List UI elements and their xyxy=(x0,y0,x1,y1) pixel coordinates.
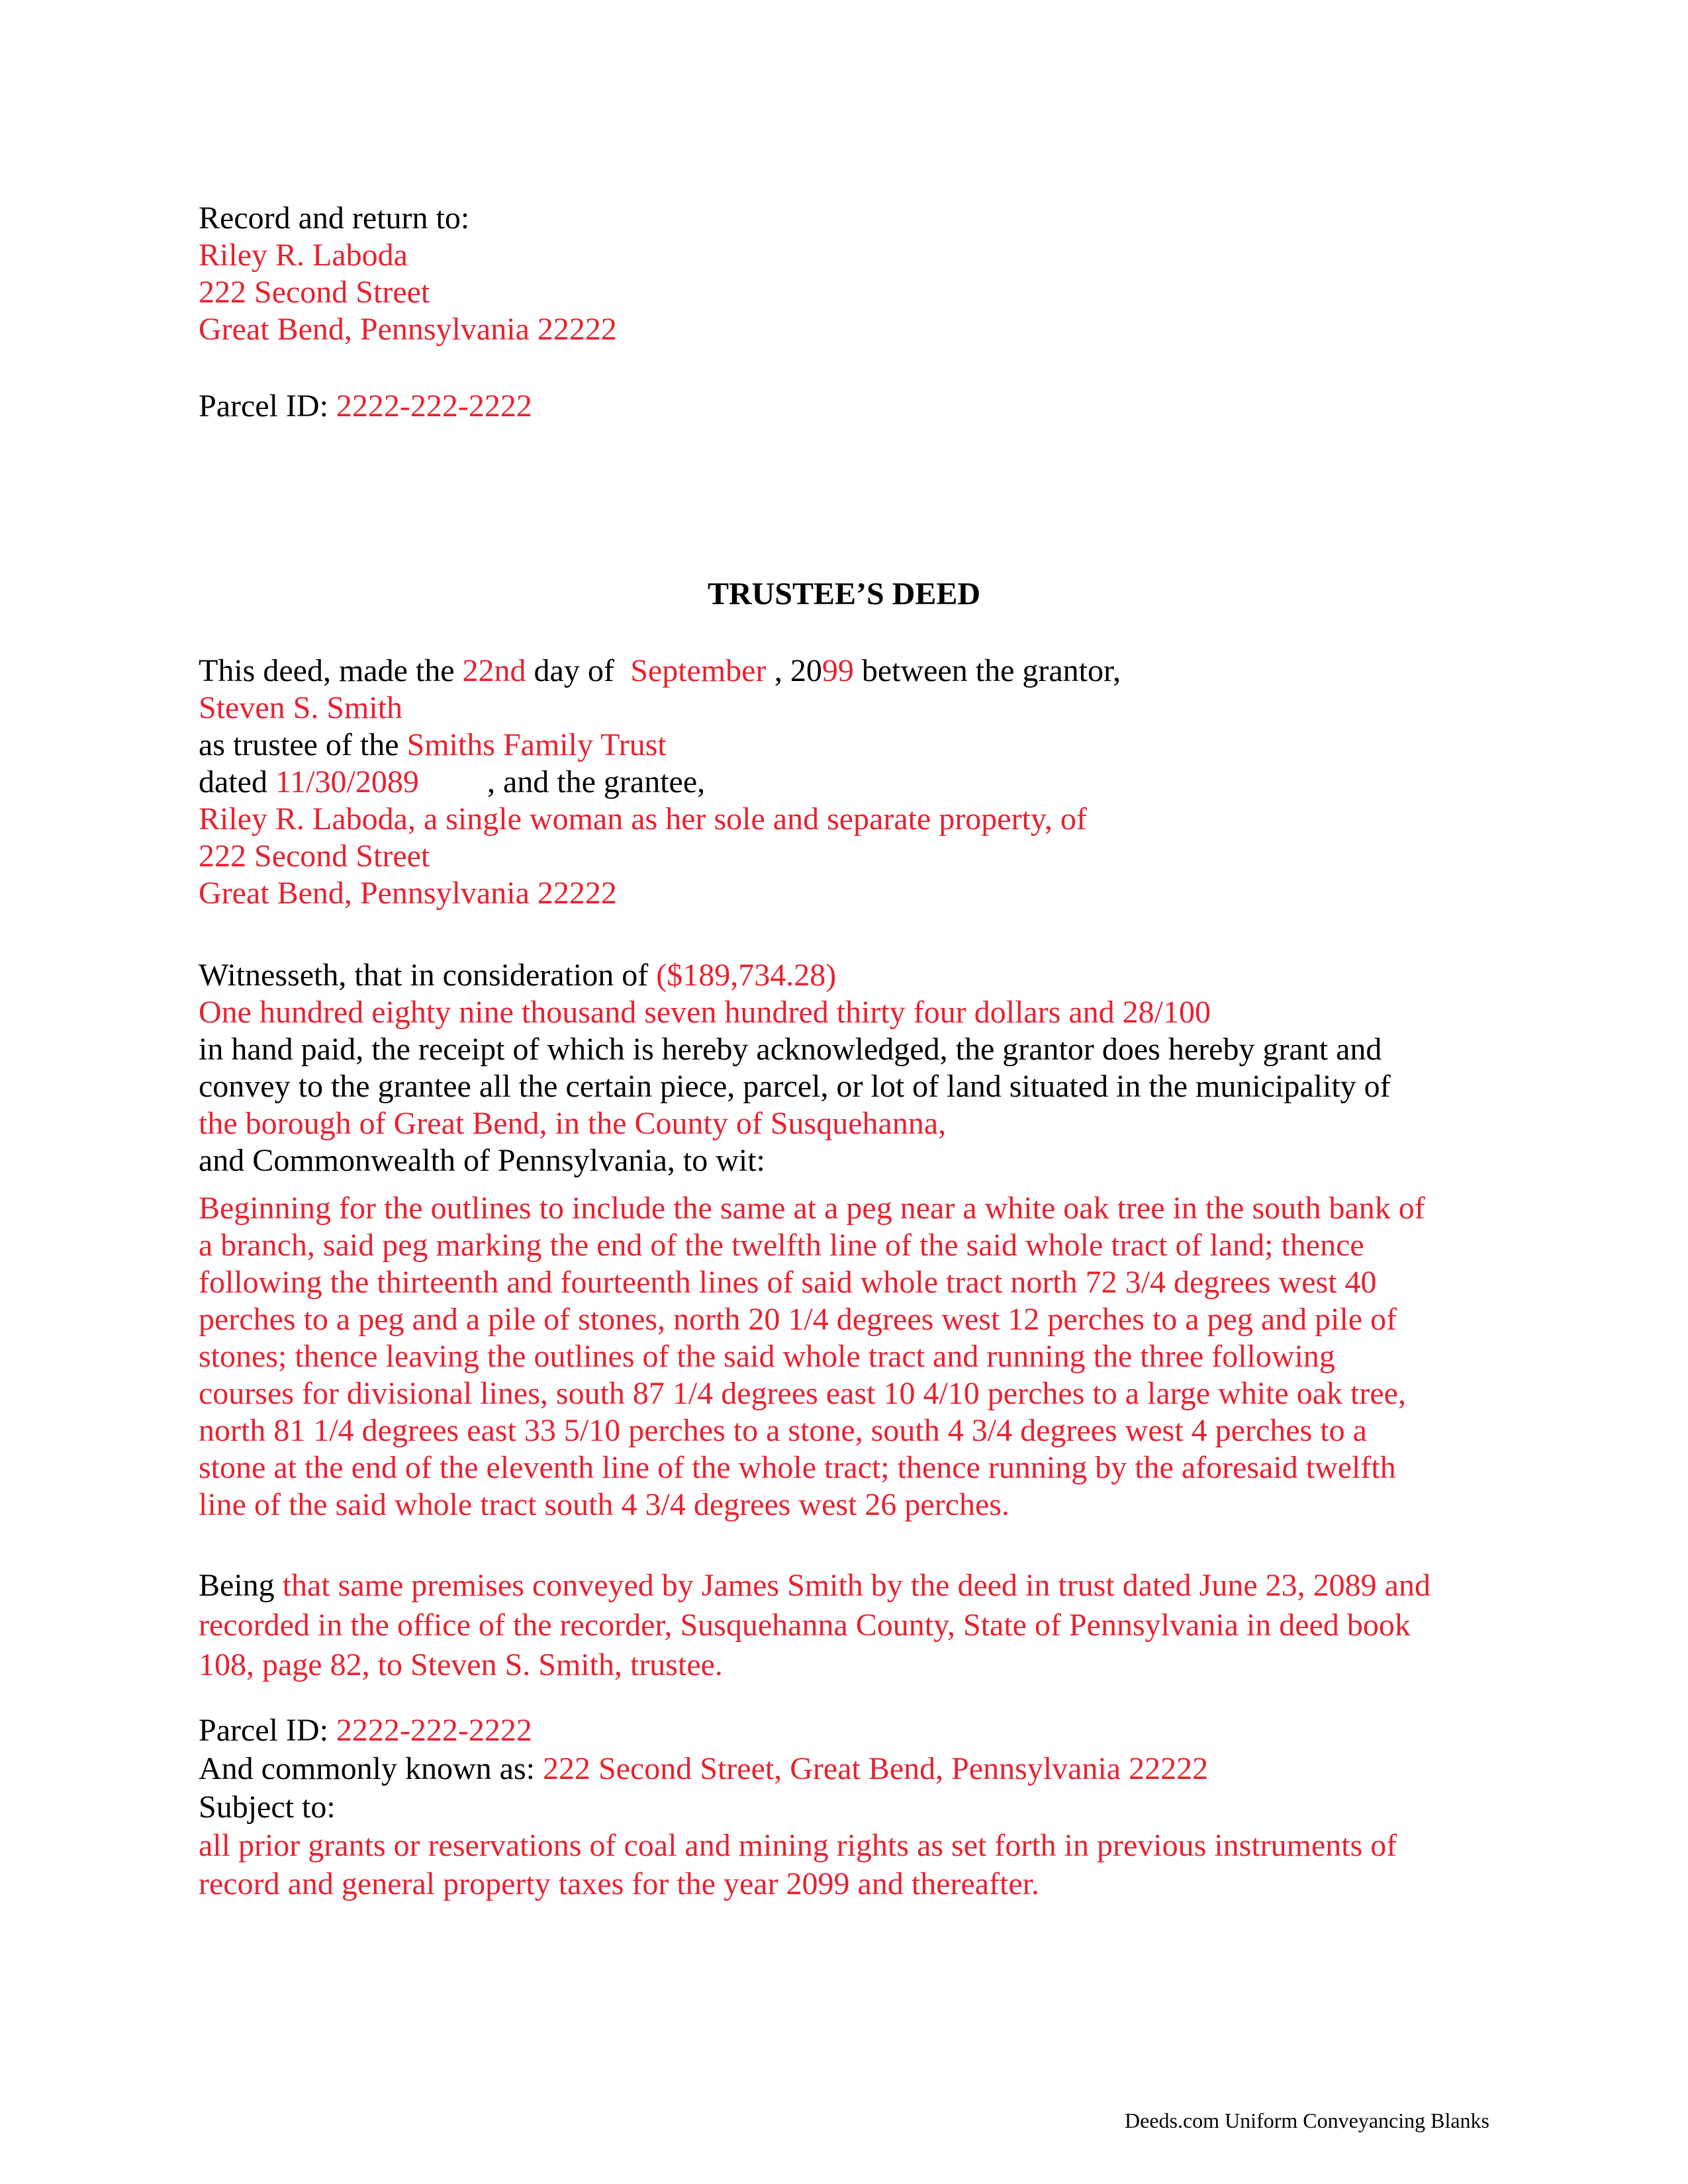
intro-text: between the grantor, xyxy=(861,653,1121,688)
municipality: the borough of Great Bend, in the County of Susquehanna, xyxy=(199,1106,947,1141)
legal-line: a branch, said peg marking the end of the twelfth line of the said whole tract of land; thence xyxy=(199,1228,1364,1263)
being-line xyxy=(199,1566,1430,1606)
closing-block xyxy=(199,1711,1397,1903)
record-return-block xyxy=(199,200,617,348)
intro-text: day of xyxy=(534,653,614,688)
legal-line: courses for divisional lines, south 87 1/4 degrees east 10 4/10 perches to a large white oak tree, xyxy=(199,1376,1406,1411)
subject-text: all prior grants or reservations of coal and mining rights as set forth in previous instruments of xyxy=(199,1828,1397,1863)
parcel-line-top xyxy=(199,388,532,425)
consideration-block xyxy=(199,957,1391,1179)
trust-date: 11/30/2089 xyxy=(275,764,419,799)
being-text: that same premises conveyed by James Smith by the deed in trust dated June 23, 2089 and xyxy=(282,1568,1430,1603)
record-label: Record and return to: xyxy=(199,201,470,236)
parcel-label: Parcel ID: xyxy=(199,1713,328,1748)
return-street: 222 Second Street xyxy=(199,275,430,310)
parcel-label: Parcel ID: xyxy=(199,388,328,424)
legal-line: north 81 1/4 degrees east 33 5/10 perches to a stone, south 4 3/4 degrees west 4 perches to a xyxy=(199,1413,1367,1448)
known-as-line xyxy=(199,1750,1397,1788)
known-label: And commonly known as: xyxy=(199,1751,535,1786)
amount-words: One hundred eighty nine thousand seven hundred thirty four dollars and 28/100 xyxy=(199,995,1211,1030)
legal-line: Beginning for the outlines to include the same at a peg near a white oak tree in the south bank of xyxy=(199,1191,1425,1226)
consideration-line xyxy=(199,957,1391,994)
consideration-text: and Commonwealth of Pennsylvania, to wit: xyxy=(199,1143,765,1178)
known-address: 222 Second Street, Great Bend, Pennsylvania 22222 xyxy=(542,1751,1209,1786)
dated-label: dated xyxy=(199,764,267,799)
deed-title: TRUSTEE’S DEED xyxy=(707,576,981,612)
being-text: 108, page 82, to Steven S. Smith, trustee. xyxy=(199,1647,723,1682)
grantee-city: Great Bend, Pennsylvania 22222 xyxy=(199,876,617,911)
intro-block xyxy=(199,653,1121,912)
grantee-street: 222 Second Street xyxy=(199,839,430,874)
legal-line: stones; thence leaving the outlines of the said whole tract and running the three following xyxy=(199,1339,1335,1374)
grantee-name: Riley R. Laboda, a single woman as her sole and separate property, of xyxy=(199,801,1087,837)
intro-text: This deed, made the xyxy=(199,653,455,688)
return-city: Great Bend, Pennsylvania 22222 xyxy=(199,312,617,347)
being-text: recorded in the office of the recorder, Susquehanna County, State of Pennsylvania in deed book xyxy=(199,1608,1411,1643)
consideration-text: convey to the grantee all the certain piece, parcel, or lot of land situated in the municipality of xyxy=(199,1069,1391,1104)
footer-credit: Deeds.com Uniform Conveyancing Blanks xyxy=(1125,2109,1489,2132)
subject-text: record and general property taxes for the year 2099 and thereafter. xyxy=(199,1866,1040,1901)
trustee-label: as trustee of the xyxy=(199,727,399,762)
parcel-id: 2222-222-2222 xyxy=(336,1713,532,1748)
deed-year: 99 xyxy=(821,653,854,688)
consideration-amount: ($189,734.28) xyxy=(656,958,837,993)
legal-line: stone at the end of the eleventh line of the whole tract; thence running by the aforesaid twelfth xyxy=(199,1450,1396,1485)
trust-line xyxy=(199,727,1121,764)
parcel-id: 2222-222-2222 xyxy=(336,388,532,424)
trust-date-line xyxy=(199,764,1121,801)
legal-line: line of the said whole tract south 4 3/4 degrees west 26 perches. xyxy=(199,1487,1009,1522)
parcel-line-bottom xyxy=(199,1711,1397,1750)
subject-label: Subject to: xyxy=(199,1790,336,1825)
legal-description xyxy=(199,1190,1425,1524)
trust-name: Smiths Family Trust xyxy=(406,727,667,762)
deed-day: 22nd xyxy=(462,653,526,688)
consideration-text: in hand paid, the receipt of which is hereby acknowledged, the grantor does hereby grant and xyxy=(199,1032,1382,1067)
grantee-label: , and the grantee, xyxy=(487,764,706,799)
return-name: Riley R. Laboda xyxy=(199,238,408,273)
intro-text: , 20 xyxy=(774,653,822,688)
being-block xyxy=(199,1566,1430,1685)
being-label: Being xyxy=(199,1568,275,1603)
consideration-label: Witnesseth, that in consideration of xyxy=(199,958,649,993)
grantor-name: Steven S. Smith xyxy=(199,690,403,725)
legal-line: following the thirteenth and fourteenth lines of said whole tract north 72 3/4 degrees west 40 xyxy=(199,1265,1377,1300)
intro-date-line xyxy=(199,653,1121,690)
deed-month: September xyxy=(630,653,767,688)
legal-line: perches to a peg and a pile of stones, north 20 1/4 degrees west 12 perches to a peg and pile of xyxy=(199,1302,1397,1337)
